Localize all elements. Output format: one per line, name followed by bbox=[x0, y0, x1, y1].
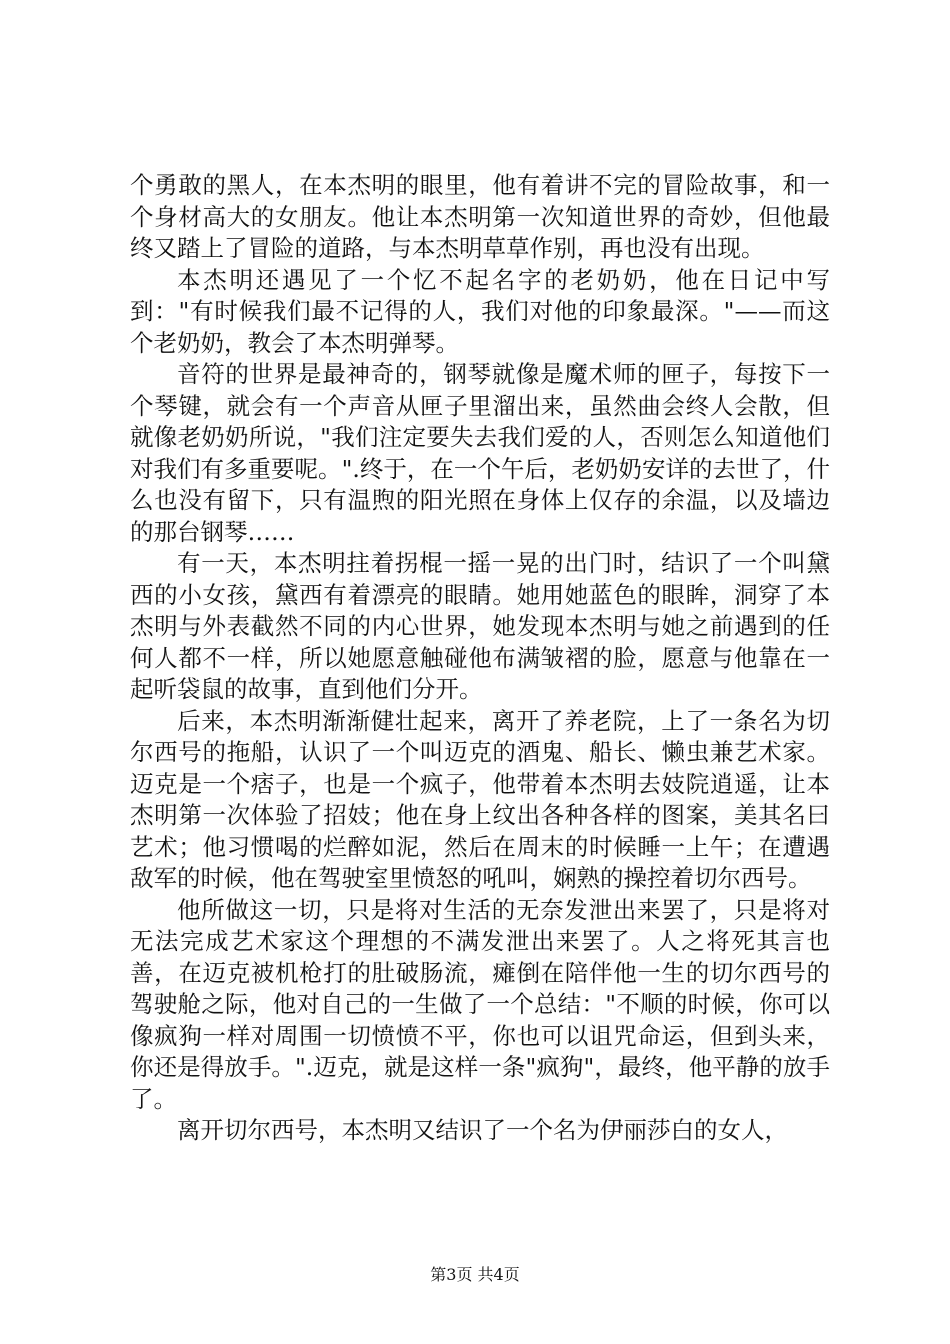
paragraph: 有一天，本杰明拄着拐棍一摇一晃的出门时，结识了一个叫黛西的小女孩，黛西有着漂亮的眼睛。她用她蓝色的眼眸，洞穿了本杰明与外表截然不同的内心世界，她发现本杰明与她之前遇到的任何人都不一样，所以她愿意触碰他布满皱褶的脸，愿意与他靠在一起听袋鼠的故事，直到他们分开。 bbox=[130, 549, 830, 703]
paragraph: 他所做这一切，只是将对生活的无奈发泄出来罢了，只是将对无法完成艺术家这个理想的不满发泄出来罢了。人之将死其言也善，在迈克被机枪打的肚破肠流，瘫倒在陪伴他一生的切尔西号的驾驶舱之际，他对自己的一生做了一个总结："不顺的时候，你可以像疯狗一样对周围一切愤愤不平，你也可以诅咒命运，但到头来，你还是得放手。".迈克，就是这样一条"疯狗"，最终，他平静的放手了。 bbox=[130, 895, 830, 1113]
paragraph: 离开切尔西号，本杰明又结识了一个名为伊丽莎白的女人， bbox=[177, 1116, 788, 1144]
page-number-footer: 第3页 共4页 bbox=[430, 1265, 520, 1284]
body-text bbox=[130, 170, 830, 1147]
paragraph: 个勇敢的黑人，在本杰明的眼里，他有着讲不完的冒险故事，和一个身材高大的女朋友。他让本杰明第一次知道世界的奇妙，但他最终又踏上了冒险的道路，与本杰明草草作别，再也没有出现。 bbox=[130, 171, 830, 262]
paragraph: 本杰明还遇见了一个忆不起名字的老奶奶，他在日记中写到："有时候我们最不记得的人，我们对他的印象最深。"——而这个老奶奶，教会了本杰明弹琴。 bbox=[130, 265, 830, 357]
paragraph: 音符的世界是最神奇的，钢琴就像是魔术师的匣子，每按下一个琴键，就会有一个声音从匣子里溜出来，虽然曲会终人会散，但就像老奶奶所说，"我们注定要失去我们爱的人，否则怎么知道他们对我们有多重要呢。".终于，在一个午后，老奶奶安详的去世了，什么也没有留下，只有温煦的阳光照在身体上仅存的余温，以及墙边的那台钢琴…… bbox=[130, 360, 830, 546]
paragraph: 后来，本杰明渐渐健壮起来，离开了养老院，上了一条名为切尔西号的拖船，认识了一个叫迈克的酒鬼、船长、懒虫兼艺术家。迈克是一个痞子，也是一个疯子，他带着本杰明去妓院逍遥，让本杰明第一次体验了招妓；他在身上纹出各种各样的图案，美其名曰艺术；他习惯喝的烂醉如泥，然后在周末的时候睡一上午；在遭遇敌军的时候，他在驾驶室里愤怒的吼叫，娴熟的操控着切尔西号。 bbox=[130, 706, 830, 892]
